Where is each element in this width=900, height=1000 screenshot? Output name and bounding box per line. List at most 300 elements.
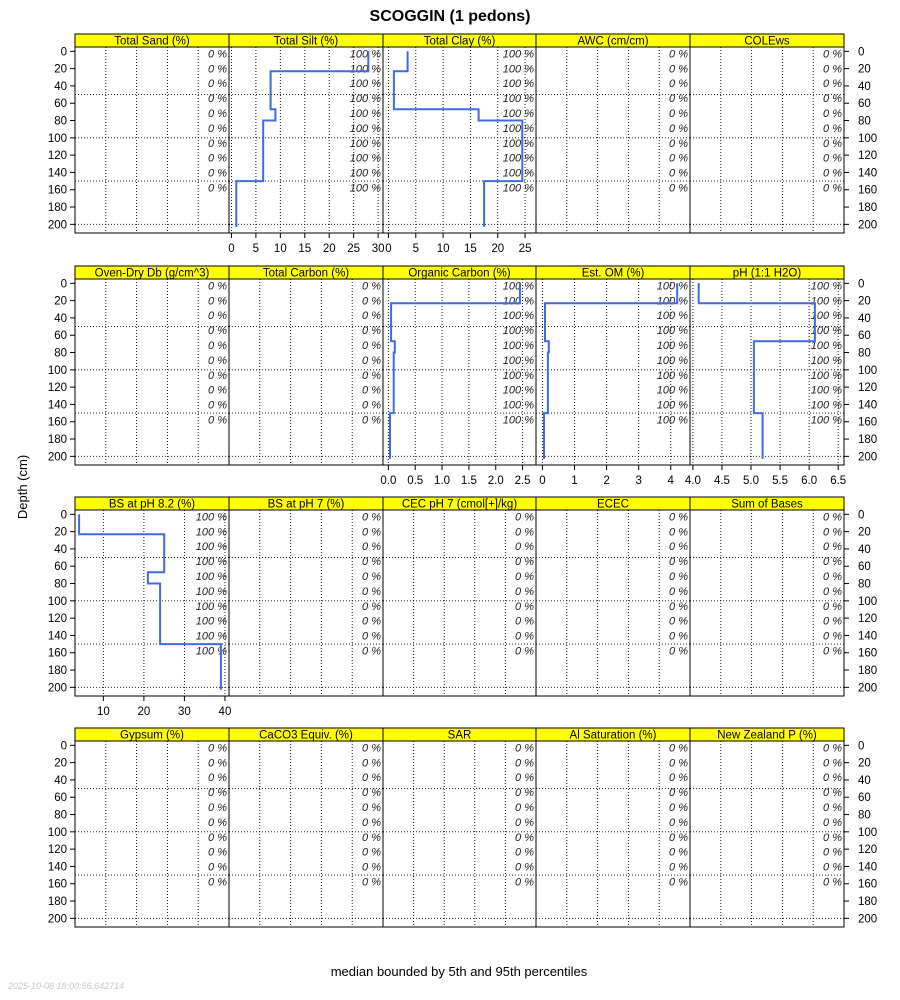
y-tick-label: 20 (858, 63, 871, 76)
y-tick-label: 40 (54, 80, 67, 93)
y-tick-label: 160 (858, 416, 878, 429)
pct-label: 0 % (823, 787, 842, 800)
y-tick-label: 20 (54, 757, 67, 770)
y-tick-label: 100 (858, 132, 878, 145)
y-tick-label: 100 (858, 364, 878, 377)
pct-label: 0 % (515, 802, 534, 815)
x-tick-label: 5 (412, 243, 419, 255)
y-tick-label: 60 (54, 792, 67, 805)
pct-label: 0 % (823, 861, 842, 874)
x-tick-label: 2 (603, 475, 610, 487)
pct-label: 0 % (515, 600, 534, 613)
pct-label: 0 % (515, 861, 534, 874)
y-tick-label: 80 (54, 809, 67, 822)
pct-label: 0 % (515, 757, 534, 770)
pct-label: 0 % (515, 645, 534, 658)
pct-label: 0 % (823, 63, 842, 76)
pct-label: 0 % (362, 556, 381, 569)
panel-title: CEC pH 7 (cmol[+]/kg) (401, 498, 518, 511)
pct-label: 0 % (362, 876, 381, 889)
y-tick-label: 20 (858, 526, 871, 539)
pct-label: 0 % (669, 63, 688, 76)
pct-label: 100 % (656, 325, 688, 338)
y-tick-label: 160 (47, 878, 67, 891)
y-tick-label: 0 (858, 46, 865, 59)
pct-label: 0 % (823, 802, 842, 815)
pct-label: 0 % (823, 182, 842, 195)
x-tick-label: 1.5 (460, 475, 477, 487)
y-tick-label: 140 (47, 861, 67, 874)
pct-label: 0 % (208, 802, 227, 815)
panel-16 (70, 728, 229, 927)
pct-label: 100 % (195, 645, 227, 658)
y-tick-label: 40 (858, 543, 871, 556)
y-tick-label: 140 (47, 630, 67, 643)
x-tick-label: 10 (436, 243, 450, 255)
pct-label: 100 % (810, 369, 842, 382)
y-tick-label: 200 (47, 451, 67, 464)
pct-label: 0 % (362, 630, 381, 643)
pct-label: 0 % (362, 571, 381, 584)
x-tick-label: 15 (464, 243, 477, 255)
pct-label: 0 % (362, 340, 381, 353)
pct-label: 100 % (349, 63, 381, 76)
y-tick-label: 60 (54, 330, 67, 343)
panel-7 (229, 266, 383, 465)
pct-label: 0 % (669, 861, 688, 874)
pct-label: 0 % (362, 757, 381, 770)
pct-label: 0 % (515, 511, 534, 524)
y-tick-label: 180 (47, 434, 67, 447)
y-tick-label: 100 (47, 132, 67, 145)
pct-label: 0 % (515, 630, 534, 643)
panel-15 (690, 497, 849, 696)
pct-label: 0 % (669, 757, 688, 770)
panel-frame (383, 741, 536, 927)
pct-label: 0 % (669, 182, 688, 195)
y-tick-label: 180 (47, 665, 67, 678)
pct-label: 0 % (208, 772, 227, 785)
panel-10 (685, 266, 877, 487)
pct-label: 0 % (823, 846, 842, 859)
pct-label: 100 % (810, 295, 842, 308)
panel-title: Oven-Dry Db (g/cm^3) (94, 267, 210, 280)
pct-label: 0 % (669, 742, 688, 755)
pct-label: 0 % (362, 541, 381, 554)
pct-label: 0 % (823, 742, 842, 755)
pct-label: 0 % (362, 414, 381, 427)
pct-label: 100 % (810, 384, 842, 397)
y-tick-label: 140 (47, 167, 67, 180)
panel-2 (228, 34, 384, 255)
panel-frame (536, 741, 690, 927)
panel-title: Total Silt (%) (273, 35, 339, 48)
pct-label: 100 % (349, 78, 381, 91)
panel-8 (380, 266, 536, 487)
panel-title: COLEws (744, 35, 790, 48)
pct-label: 100 % (810, 280, 842, 293)
pct-label: 0 % (362, 280, 381, 293)
pct-label: 100 % (656, 399, 688, 412)
x-tick-label: 10 (96, 706, 110, 718)
y-tick-label: 120 (47, 613, 67, 626)
pct-label: 100 % (656, 354, 688, 367)
y-tick-label: 160 (858, 647, 878, 660)
y-tick-label: 100 (858, 595, 878, 608)
pct-label: 0 % (669, 816, 688, 829)
pct-label: 100 % (810, 414, 842, 427)
pct-label: 0 % (208, 325, 227, 338)
pct-label: 0 % (208, 399, 227, 412)
panel-title: Total Clay (%) (423, 35, 496, 48)
y-tick-label: 40 (54, 774, 67, 787)
x-tick-label: 1.0 (434, 475, 451, 487)
pct-label: 100 % (349, 48, 381, 61)
y-tick-label: 200 (858, 219, 878, 232)
x-tick-label: 25 (347, 243, 361, 255)
panel-frame (229, 279, 383, 465)
chart-title: SCOGGIN (1 pedons) (369, 8, 531, 25)
pct-label: 100 % (502, 354, 534, 367)
pct-label: 0 % (669, 876, 688, 889)
y-tick-label: 200 (47, 219, 67, 232)
pct-label: 100 % (349, 122, 381, 135)
panel-14 (536, 497, 690, 696)
pct-label: 0 % (669, 137, 688, 150)
y-tick-label: 180 (47, 202, 67, 215)
pct-label: 0 % (362, 325, 381, 338)
panel-1 (48, 34, 229, 233)
pct-label: 100 % (810, 310, 842, 323)
x-tick-label: 2.0 (487, 475, 504, 487)
y-tick-label: 40 (858, 80, 871, 93)
y-tick-label: 100 (858, 826, 878, 839)
pct-label: 0 % (208, 295, 227, 308)
y-tick-label: 100 (47, 595, 67, 608)
y-tick-label: 60 (858, 330, 871, 343)
pct-label: 100 % (502, 340, 534, 353)
y-tick-label: 160 (47, 647, 67, 660)
pct-label: 100 % (349, 167, 381, 180)
pct-label: 100 % (502, 167, 534, 180)
y-tick-label: 120 (47, 844, 67, 857)
pct-label: 100 % (349, 108, 381, 121)
panel-title: Total Sand (%) (114, 35, 190, 48)
pct-label: 0 % (515, 526, 534, 539)
panel-13 (383, 497, 536, 696)
timestamp-label: 2025-10-08 18:00:56.642714 (8, 981, 125, 991)
x-tick-label: 20 (491, 243, 505, 255)
x-tick-label: 25 (518, 243, 532, 255)
panel-title: Est. OM (%) (581, 267, 645, 280)
x-tick-label: 30 (178, 706, 191, 718)
pct-label: 0 % (208, 310, 227, 323)
pct-label: 0 % (823, 78, 842, 91)
y-tick-label: 0 (858, 278, 865, 291)
pct-label: 0 % (208, 63, 227, 76)
y-tick-label: 200 (858, 682, 878, 695)
y-tick-label: 80 (54, 347, 67, 360)
pct-label: 100 % (810, 340, 842, 353)
panel-title: ECEC (597, 498, 629, 511)
pct-label: 0 % (515, 787, 534, 800)
x-axis-caption: median bounded by 5th and 95th percentiles (330, 964, 588, 979)
pct-label: 0 % (208, 846, 227, 859)
pct-label: 100 % (195, 615, 227, 628)
y-tick-label: 20 (54, 295, 67, 308)
panel-6 (70, 266, 229, 465)
pct-label: 100 % (195, 600, 227, 613)
pct-label: 100 % (502, 137, 534, 150)
pct-label: 0 % (208, 414, 227, 427)
panel-frame (536, 510, 690, 696)
pct-label: 100 % (502, 63, 534, 76)
panel-title: BS at pH 7 (%) (267, 498, 345, 511)
pct-label: 0 % (362, 802, 381, 815)
x-tick-label: 20 (137, 706, 151, 718)
pct-label: 0 % (669, 556, 688, 569)
x-tick-label: 20 (322, 243, 336, 255)
pct-label: 0 % (208, 108, 227, 121)
pct-label: 0 % (823, 876, 842, 889)
pct-label: 0 % (823, 93, 842, 106)
pct-label: 100 % (349, 93, 381, 106)
y-tick-label: 200 (858, 451, 878, 464)
pct-label: 100 % (195, 541, 227, 554)
pct-label: 0 % (208, 861, 227, 874)
pct-label: 0 % (823, 122, 842, 135)
pct-label: 0 % (515, 772, 534, 785)
pct-label: 0 % (208, 93, 227, 106)
y-tick-label: 0 (60, 46, 67, 59)
pct-label: 0 % (208, 384, 227, 397)
y-tick-label: 40 (54, 543, 67, 556)
y-tick-label: 0 (858, 740, 865, 753)
x-tick-label: 2.5 (514, 475, 531, 487)
pct-label: 0 % (208, 122, 227, 135)
pct-label: 0 % (208, 876, 227, 889)
y-tick-label: 200 (858, 913, 878, 926)
pct-label: 0 % (669, 152, 688, 165)
pct-label: 100 % (810, 354, 842, 367)
panel-11 (48, 497, 232, 718)
pct-label: 0 % (823, 615, 842, 628)
pct-label: 100 % (656, 280, 688, 293)
pct-label: 0 % (208, 354, 227, 367)
pct-label: 0 % (669, 615, 688, 628)
y-tick-label: 80 (54, 115, 67, 128)
panel-19 (536, 728, 690, 927)
pct-label: 0 % (515, 556, 534, 569)
pct-label: 100 % (656, 310, 688, 323)
y-tick-label: 200 (47, 913, 67, 926)
pct-label: 0 % (362, 511, 381, 524)
pct-label: 0 % (823, 757, 842, 770)
pct-label: 0 % (669, 526, 688, 539)
pct-label: 0 % (362, 585, 381, 598)
y-tick-label: 120 (858, 382, 878, 395)
pct-label: 100 % (195, 511, 227, 524)
panel-5 (690, 34, 849, 233)
pct-label: 0 % (515, 742, 534, 755)
pct-label: 0 % (823, 137, 842, 150)
panel-4 (536, 34, 690, 233)
pct-label: 100 % (502, 414, 534, 427)
y-tick-label: 0 (858, 509, 865, 522)
panel-18 (383, 728, 536, 927)
pct-label: 0 % (208, 831, 227, 844)
panel-frame (75, 279, 229, 465)
pct-label: 0 % (208, 340, 227, 353)
pct-label: 0 % (823, 571, 842, 584)
y-tick-label: 140 (47, 399, 67, 412)
pct-label: 0 % (208, 280, 227, 293)
x-tick-label: 0 (385, 243, 392, 255)
pct-label: 0 % (208, 182, 227, 195)
panel-frame (536, 47, 690, 233)
y-tick-label: 120 (858, 844, 878, 857)
y-tick-label: 120 (47, 150, 67, 163)
panel-frame (690, 510, 844, 696)
pct-label: 0 % (669, 108, 688, 121)
pct-label: 100 % (502, 399, 534, 412)
pct-label: 0 % (823, 108, 842, 121)
pct-label: 0 % (669, 772, 688, 785)
pct-label: 0 % (823, 816, 842, 829)
pct-label: 100 % (502, 93, 534, 106)
pct-label: 100 % (502, 295, 534, 308)
y-tick-label: 180 (47, 896, 67, 909)
x-tick-label: 5 (252, 243, 260, 255)
y-tick-label: 160 (47, 184, 67, 197)
y-tick-label: 20 (858, 295, 871, 308)
pct-label: 100 % (195, 556, 227, 569)
y-tick-label: 20 (858, 757, 871, 770)
pct-label: 0 % (669, 831, 688, 844)
y-tick-label: 0 (60, 740, 67, 753)
x-tick-label: 0 (539, 475, 546, 487)
pct-label: 0 % (823, 152, 842, 165)
pct-label: 0 % (208, 787, 227, 800)
pct-label: 0 % (362, 861, 381, 874)
pct-label: 0 % (823, 600, 842, 613)
y-tick-label: 0 (60, 278, 67, 291)
pct-label: 0 % (362, 772, 381, 785)
x-tick-label: 6.5 (830, 475, 847, 487)
panel-title: Gypsum (%) (120, 729, 184, 742)
pct-label: 100 % (502, 122, 534, 135)
pct-label: 0 % (208, 137, 227, 150)
pct-label: 100 % (502, 369, 534, 382)
y-tick-label: 120 (47, 382, 67, 395)
y-tick-label: 120 (858, 150, 878, 163)
pct-label: 0 % (362, 600, 381, 613)
pct-label: 0 % (823, 167, 842, 180)
y-tick-label: 40 (54, 312, 67, 325)
panel-12 (229, 497, 383, 696)
pct-label: 100 % (195, 526, 227, 539)
pct-label: 0 % (669, 541, 688, 554)
pct-label: 100 % (502, 48, 534, 61)
y-tick-label: 80 (858, 347, 871, 360)
pct-label: 0 % (362, 526, 381, 539)
panel-frame (690, 47, 844, 233)
panel-title: BS at pH 8.2 (%) (108, 498, 196, 511)
panel-title: Sum of Bases (731, 498, 803, 511)
panel-frame (229, 741, 383, 927)
x-tick-label: 5.0 (743, 475, 760, 487)
pct-label: 0 % (362, 787, 381, 800)
y-tick-label: 180 (858, 896, 878, 909)
median-line (699, 283, 815, 459)
y-tick-label: 80 (858, 115, 871, 128)
pct-label: 100 % (656, 369, 688, 382)
pct-label: 0 % (669, 787, 688, 800)
x-tick-label: 6.0 (801, 475, 818, 487)
pct-label: 0 % (515, 816, 534, 829)
pct-label: 0 % (208, 48, 227, 61)
pct-label: 0 % (669, 511, 688, 524)
x-tick-label: 1 (571, 475, 578, 487)
pct-label: 0 % (823, 541, 842, 554)
x-tick-label: 0 (228, 243, 235, 255)
pct-label: 0 % (362, 742, 381, 755)
x-tick-label: 15 (298, 243, 312, 255)
pct-label: 0 % (362, 310, 381, 323)
pct-label: 100 % (349, 182, 381, 195)
x-tick-label: 30 (371, 243, 385, 255)
pct-label: 100 % (656, 384, 688, 397)
pct-label: 0 % (515, 615, 534, 628)
pct-label: 100 % (502, 280, 534, 293)
y-tick-label: 140 (858, 399, 878, 412)
y-tick-label: 0 (60, 509, 67, 522)
pct-label: 100 % (502, 310, 534, 323)
pct-label: 0 % (515, 831, 534, 844)
x-tick-label: 0.5 (407, 475, 424, 487)
pct-label: 100 % (810, 399, 842, 412)
pct-label: 100 % (502, 108, 534, 121)
panel-frame (75, 47, 229, 233)
pct-label: 0 % (669, 93, 688, 106)
y-tick-label: 60 (54, 561, 67, 574)
pct-label: 100 % (195, 630, 227, 643)
pct-label: 100 % (502, 182, 534, 195)
y-tick-label: 80 (54, 578, 67, 591)
panel-20 (690, 728, 877, 927)
pct-label: 0 % (362, 354, 381, 367)
median-line (390, 283, 520, 459)
pct-label: 0 % (823, 48, 842, 61)
pct-label: 0 % (362, 399, 381, 412)
pct-label: 100 % (502, 384, 534, 397)
panel-title: Organic Carbon (%) (408, 267, 511, 280)
pct-label: 0 % (515, 541, 534, 554)
pct-label: 0 % (515, 571, 534, 584)
pct-label: 0 % (823, 645, 842, 658)
pct-label: 0 % (669, 78, 688, 91)
pct-label: 0 % (362, 615, 381, 628)
y-tick-label: 120 (858, 613, 878, 626)
pct-label: 0 % (362, 369, 381, 382)
pct-label: 0 % (208, 369, 227, 382)
pct-label: 0 % (515, 876, 534, 889)
pct-label: 0 % (669, 122, 688, 135)
pct-label: 0 % (208, 816, 227, 829)
y-tick-label: 180 (858, 434, 878, 447)
y-tick-label: 80 (858, 578, 871, 591)
panel-3 (383, 34, 536, 255)
